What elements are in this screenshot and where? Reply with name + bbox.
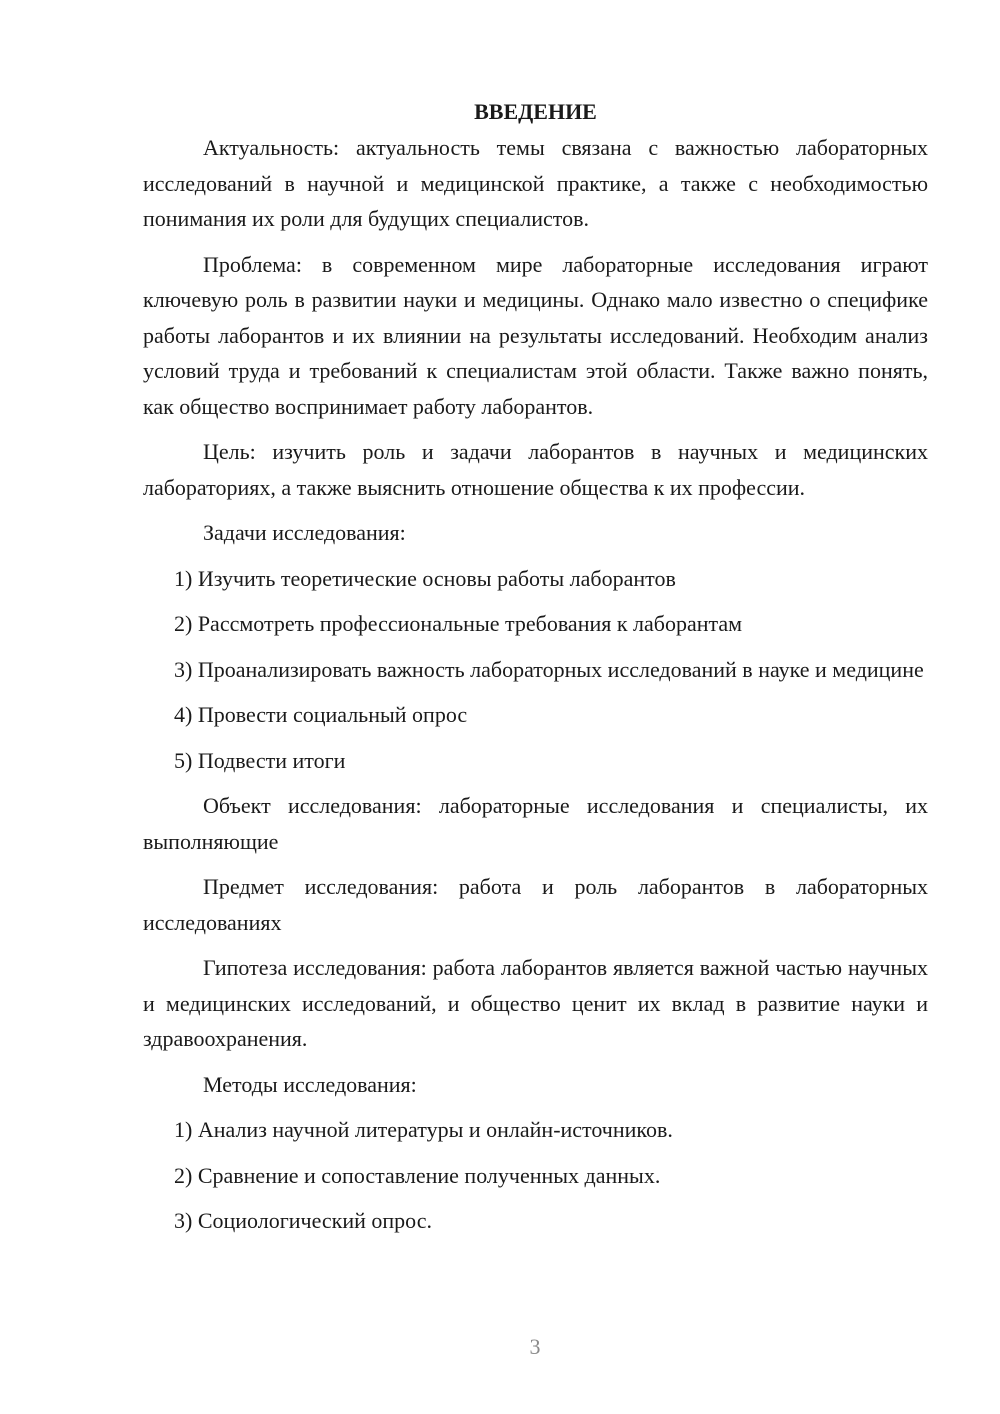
object-paragraph: Объект исследования: лабораторные исследования и специалисты, их выполняющие bbox=[143, 793, 928, 854]
task-item: 2) Рассмотреть профессиональные требования к лаборантам bbox=[174, 611, 743, 636]
task-item: 3) Проанализировать важность лабораторных исследований в науке и медицине bbox=[174, 656, 924, 682]
methods-label: Методы исследования: bbox=[203, 1071, 417, 1097]
section-title: ВВЕДЕНИЕ bbox=[474, 99, 597, 124]
goal-paragraph: Цель: изучить роль и задачи лаборантов в научных и медицинских лабораториях, а также выяснить отношение общества к их профессии. bbox=[143, 439, 928, 500]
relevance-paragraph: Актуальность: актуальность темы связана с важностью лабораторных исследований в научной и медицинской практике, а также с необходимостью понимания их роли для будущих специалистов. bbox=[143, 135, 928, 231]
problem-paragraph: Проблема: в современном мире лабораторные исследования играют ключевую роль в развитии науки и медицины. Однако мало известно о специфике работы лаборантов и их влиянии на результаты исследований. Необходим анализ условий труда и требований к специалистам этой области. Также важно понять, как общество воспринимает работу лаборантов. bbox=[143, 251, 928, 419]
subject-paragraph: Предмет исследования: работа и роль лаборантов в лабораторных исследованиях bbox=[143, 874, 928, 935]
method-item: 2) Сравнение и сопоставление полученных данных. bbox=[174, 1162, 661, 1188]
page-number: 3 bbox=[529, 1334, 541, 1359]
hypothesis-paragraph: Гипотеза исследования: работа лаборантов является важной частью научных и медицинских исследований, и общество ценит их вклад в развитие науки и здравоохранения. bbox=[143, 955, 928, 1051]
task-item: 5) Подвести итоги bbox=[174, 747, 346, 773]
tasks-label: Задачи исследования: bbox=[203, 520, 406, 545]
document-page bbox=[143, 94, 928, 1249]
method-item: 3) Социологический опрос. bbox=[174, 1208, 432, 1233]
task-item: 4) Провести социальный опрос bbox=[174, 702, 468, 727]
task-item: 1) Изучить теоретические основы работы лаборантов bbox=[174, 565, 676, 591]
method-item: 1) Анализ научной литературы и онлайн-источников. bbox=[174, 1117, 673, 1142]
